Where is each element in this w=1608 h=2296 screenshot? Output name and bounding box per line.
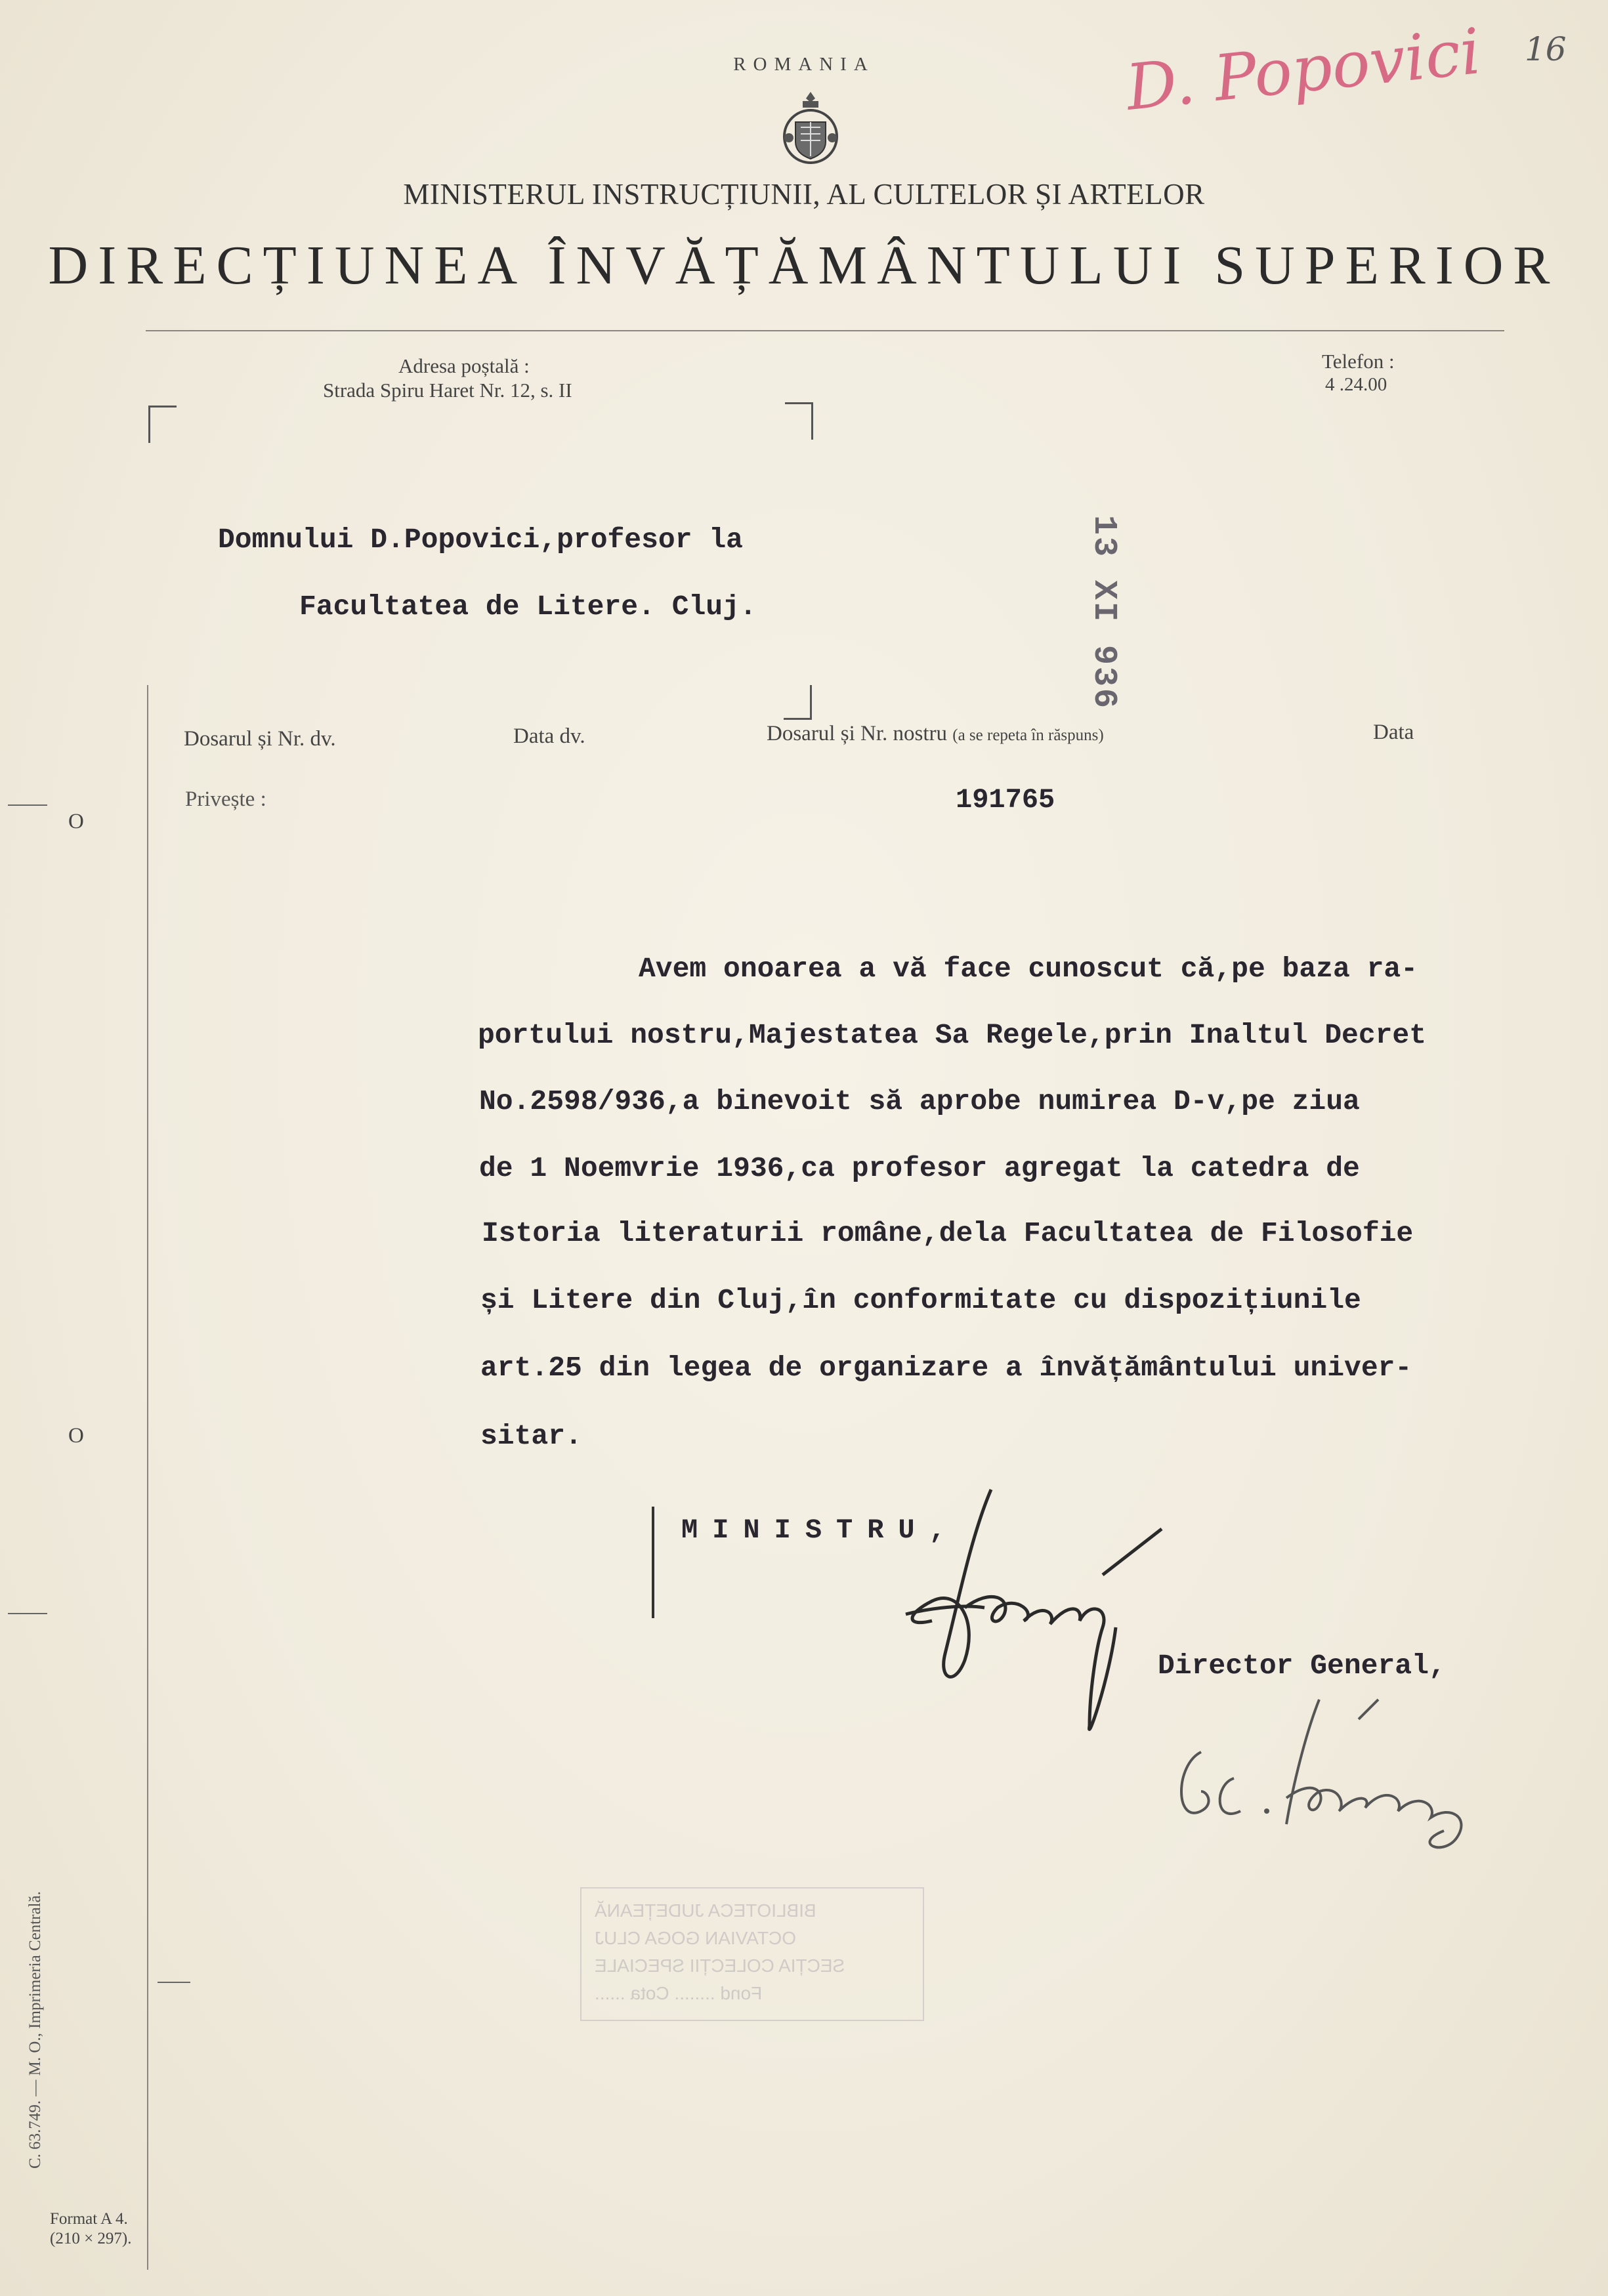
body-line: Istoria literaturii române,dela Facultatea de Filosofie	[482, 1217, 1414, 1249]
address-window-corner	[148, 406, 177, 443]
paper-dimensions: (210 × 297).	[50, 2230, 132, 2247]
your-file-label: Dosarul și Nr. dv.	[184, 727, 336, 751]
received-date-stamp: 13 XI 936	[1085, 515, 1122, 711]
punch-hole-mark: O	[68, 810, 84, 833]
minister-label: MINISTRU,	[681, 1514, 960, 1546]
library-stamp	[580, 1887, 924, 2021]
library-stamp-line: OCTAVIAN GOGA CLUJ	[595, 1928, 797, 1948]
address-value: Strada Spiru Haret Nr. 12, s. II	[323, 379, 572, 402]
library-stamp-line: SECȚIA COLECȚII SPECIALE	[595, 1955, 845, 1976]
library-stamp-line: Fond ........ Cota ......	[595, 1983, 763, 2003]
body-line: și Litere din Cluj,în conformitate cu dispozițiunile	[480, 1284, 1361, 1316]
your-date-label: Data dv.	[513, 724, 585, 748]
body-line: sitar.	[480, 1420, 582, 1452]
body-line: Avem onoarea a vă face cunoscut că,pe baza ra-	[639, 953, 1418, 985]
address-label: Adresa poștală :	[398, 354, 530, 377]
handwritten-page-number: 16	[1525, 30, 1567, 68]
library-stamp-line: BIBLIOTECA JUDEȚEANĂ	[595, 1900, 816, 1921]
address-window-corner	[785, 402, 813, 440]
body-line: art.25 din legea de organizare a învățământului univer-	[480, 1352, 1412, 1384]
directorate-name: DIRECȚIUNEA ÎNVĂȚĂMÂNTULUI SUPERIOR	[48, 235, 1560, 296]
header-divider	[146, 330, 1504, 331]
subject-label: Privește :	[185, 787, 266, 811]
margin-line	[147, 685, 148, 2270]
country-heading: ROMANIA	[733, 54, 875, 75]
printer-note: C. 63.749. — M. O., Imprimeria Centrală.	[26, 1891, 44, 2169]
punch-hole-mark: O	[68, 1424, 84, 1448]
director-signature-icon	[1162, 1693, 1503, 1890]
signature-bracket	[652, 1507, 654, 1618]
paper-format: Format A 4.	[50, 2210, 128, 2228]
fold-mark	[158, 1982, 190, 1983]
registration-number: 191765	[956, 784, 1055, 816]
director-general-label: Director General,	[1158, 1650, 1446, 1682]
date-label: Data	[1373, 720, 1414, 744]
recipient-line-2: Facultatea de Litere. Cluj.	[299, 591, 757, 623]
our-file-label-text: Dosarul și Nr. nostru	[767, 722, 947, 745]
address-window-corner	[784, 685, 812, 720]
recipient-line-1: Domnului D.Popovici,profesor la	[218, 524, 743, 556]
body-line: No.2598/936,a binevoit să aprobe numirea D-v,pe ziua	[479, 1085, 1360, 1117]
ministry-name: MINISTERUL INSTRUCȚIUNII, AL CULTELOR ȘI ARTELOR	[403, 178, 1205, 211]
phone-label: Telefon :	[1322, 350, 1395, 373]
handwritten-name: D. Popovici	[1122, 14, 1485, 125]
minister-signature-icon	[893, 1483, 1195, 1745]
our-file-note: (a se repeta în răspuns)	[952, 726, 1104, 744]
body-line: de 1 Noemvrie 1936,ca profesor agregat la catedra de	[479, 1152, 1360, 1184]
phone-value: 4 .24.00	[1325, 374, 1387, 395]
our-file-label	[767, 722, 1104, 746]
fold-mark	[8, 804, 47, 806]
body-line: portului nostru,Majestatea Sa Regele,prin Inaltul Decret	[478, 1019, 1427, 1051]
coat-of-arms-icon	[781, 89, 840, 167]
fold-mark	[8, 1613, 47, 1614]
